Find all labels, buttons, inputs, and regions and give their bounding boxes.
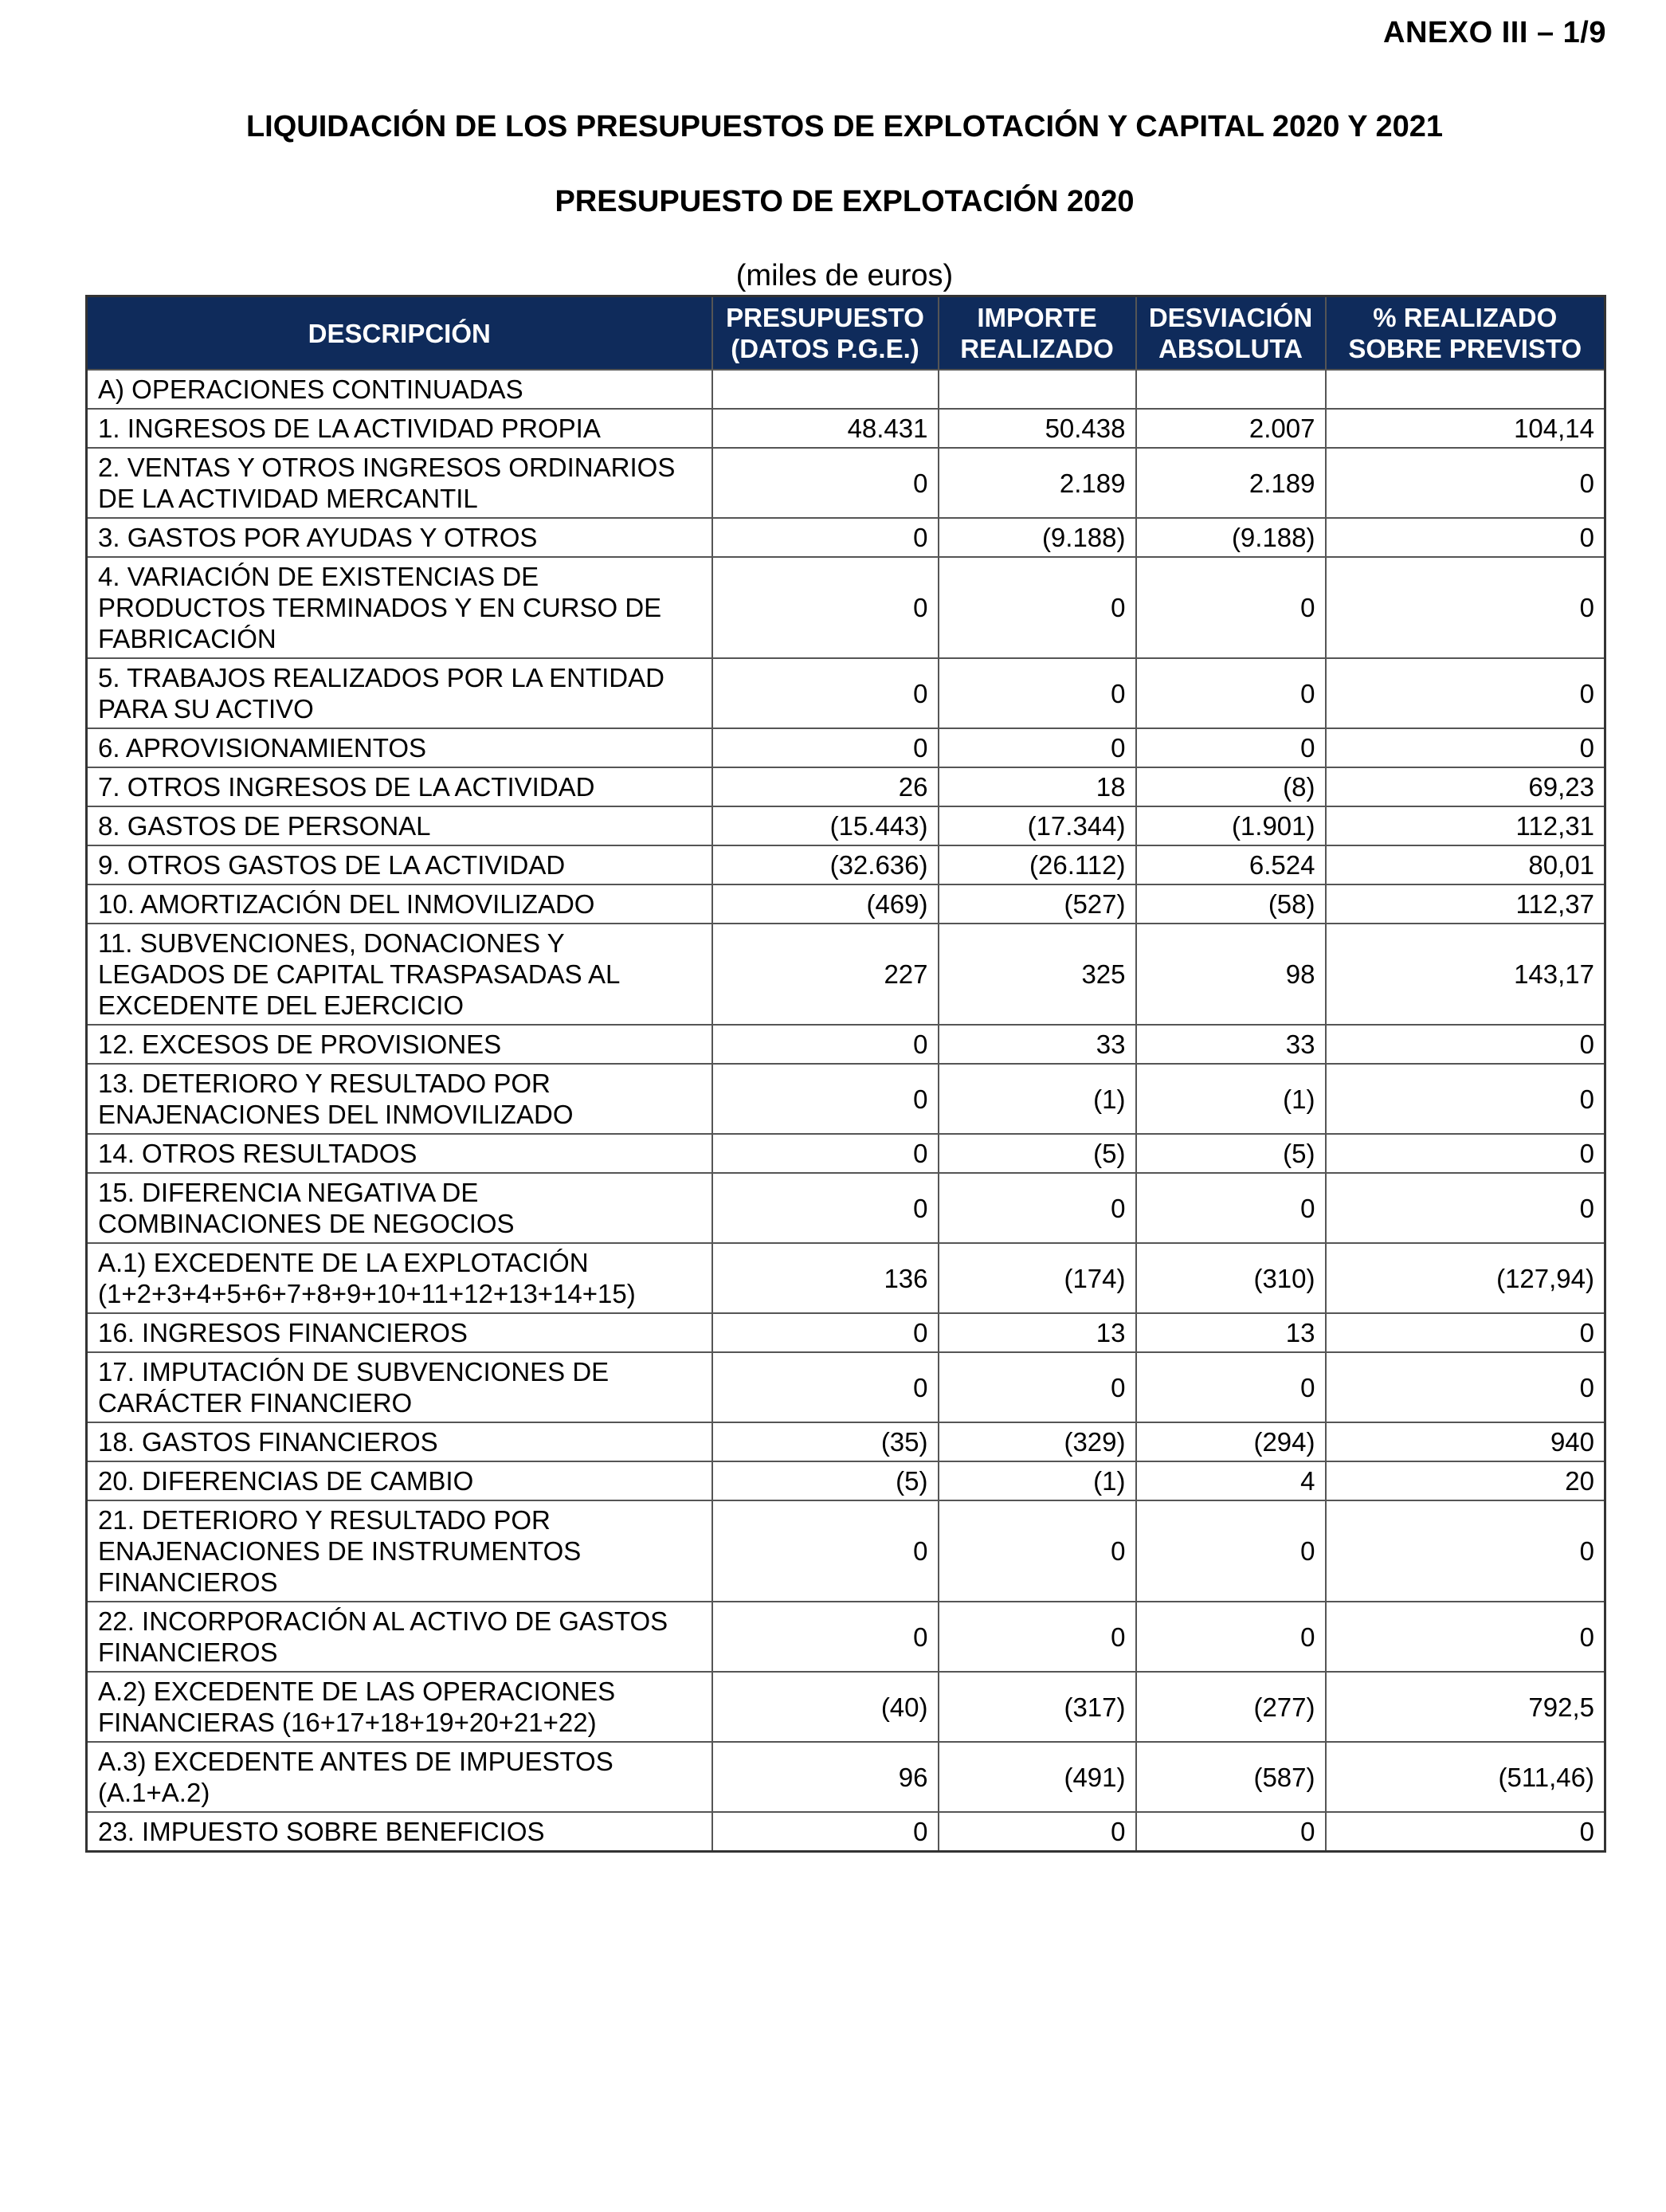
cell-descripcion (87, 1243, 712, 1313)
descripcion-line: 16. INGRESOS FINANCIEROS (98, 1318, 468, 1347)
cell-importe-realizado: 0 (939, 1500, 1136, 1602)
cell-importe-realizado: 18 (939, 767, 1136, 806)
column-header-importe-realizado (939, 296, 1136, 371)
cell-descripcion (87, 884, 712, 924)
cell-presupuesto: 0 (712, 448, 939, 518)
table-row (87, 1742, 1605, 1812)
cell-presupuesto: 0 (712, 1500, 939, 1602)
cell-desviacion: 0 (1136, 1602, 1326, 1672)
units-note: (miles de euros) (735, 259, 954, 292)
table-row (87, 1025, 1605, 1064)
descripcion-line: 15. DIFERENCIA NEGATIVA DE (98, 1178, 479, 1207)
table-row (87, 370, 1605, 409)
table-row (87, 409, 1605, 448)
descripcion-line: 9. OTROS GASTOS DE LA ACTIVIDAD (98, 850, 566, 880)
table-row (87, 1064, 1605, 1134)
table-row (87, 1672, 1605, 1742)
cell-desviacion: 0 (1136, 1173, 1326, 1243)
cell-desviacion: 13 (1136, 1313, 1326, 1352)
descripcion-line: A.3) EXCEDENTE ANTES DE IMPUESTOS (98, 1747, 613, 1776)
cell-descripcion (87, 370, 712, 409)
cell-presupuesto: 0 (712, 557, 939, 658)
cell-descripcion (87, 1500, 712, 1602)
cell-desviacion: (9.188) (1136, 518, 1326, 557)
cell-porcentaje: 104,14 (1326, 409, 1605, 448)
cell-desviacion (1136, 370, 1326, 409)
cell-porcentaje: (127,94) (1326, 1243, 1605, 1313)
cell-desviacion: 98 (1136, 924, 1326, 1025)
descripcion-line: 5. TRABAJOS REALIZADOS POR LA ENTIDAD (98, 663, 664, 692)
cell-desviacion: (58) (1136, 884, 1326, 924)
cell-desviacion: (1) (1136, 1064, 1326, 1134)
cell-descripcion (87, 1352, 712, 1422)
cell-importe-realizado: (26.112) (939, 845, 1136, 884)
cell-importe-realizado: (317) (939, 1672, 1136, 1742)
cell-descripcion (87, 924, 712, 1025)
cell-porcentaje: 0 (1326, 1313, 1605, 1352)
descripcion-line: 22. INCORPORACIÓN AL ACTIVO DE GASTOS (98, 1606, 668, 1636)
cell-descripcion (87, 1422, 712, 1461)
table-row (87, 1313, 1605, 1352)
cell-presupuesto: (32.636) (712, 845, 939, 884)
cell-descripcion (87, 1313, 712, 1352)
cell-porcentaje: 0 (1326, 1173, 1605, 1243)
cell-descripcion (87, 658, 712, 728)
cell-porcentaje: (511,46) (1326, 1742, 1605, 1812)
cell-desviacion: (587) (1136, 1742, 1326, 1812)
cell-importe-realizado: 33 (939, 1025, 1136, 1064)
cell-importe-realizado: (9.188) (939, 518, 1136, 557)
table-row (87, 448, 1605, 518)
document-subtitle: PRESUPUESTO DE EXPLOTACIÓN 2020 (555, 185, 1135, 218)
descripcion-line: PRODUCTOS TERMINADOS Y EN CURSO DE (98, 593, 662, 622)
cell-desviacion: 33 (1136, 1025, 1326, 1064)
descripcion-line: 3. GASTOS POR AYUDAS Y OTROS (98, 523, 538, 552)
cell-presupuesto: 0 (712, 1352, 939, 1422)
descripcion-line: LEGADOS DE CAPITAL TRASPASADAS AL (98, 959, 621, 989)
budget-table (85, 295, 1606, 1853)
cell-presupuesto: 0 (712, 1025, 939, 1064)
cell-importe-realizado: 0 (939, 1173, 1136, 1243)
table-row (87, 728, 1605, 767)
table-row (87, 1812, 1605, 1852)
cell-desviacion: (1.901) (1136, 806, 1326, 845)
descripcion-line: EXCEDENTE DEL EJERCICIO (98, 990, 465, 1020)
descripcion-line: 23. IMPUESTO SOBRE BENEFICIOS (98, 1817, 545, 1846)
cell-descripcion (87, 1064, 712, 1134)
cell-presupuesto: 0 (712, 1313, 939, 1352)
column-header-line: SOBRE PREVISTO (1348, 334, 1582, 363)
cell-porcentaje: 0 (1326, 1025, 1605, 1064)
cell-presupuesto: 0 (712, 658, 939, 728)
descripcion-line: A) OPERACIONES CONTINUADAS (98, 375, 523, 404)
cell-descripcion (87, 806, 712, 845)
descripcion-line: ENAJENACIONES DEL INMOVILIZADO (98, 1100, 574, 1129)
cell-descripcion (87, 767, 712, 806)
table-row (87, 658, 1605, 728)
cell-importe-realizado: 13 (939, 1313, 1136, 1352)
column-header-line: DESVIACIÓN (1148, 303, 1313, 332)
cell-importe-realizado: 2.189 (939, 448, 1136, 518)
descripcion-line: FINANCIEROS (98, 1567, 278, 1597)
descripcion-line: FINANCIEROS (98, 1637, 278, 1667)
cell-presupuesto: 96 (712, 1742, 939, 1812)
cell-descripcion (87, 1812, 712, 1852)
cell-presupuesto: 48.431 (712, 409, 939, 448)
cell-desviacion: (277) (1136, 1672, 1326, 1742)
table-row (87, 1134, 1605, 1173)
descripcion-line: ENAJENACIONES DE INSTRUMENTOS (98, 1536, 582, 1566)
table-row (87, 1602, 1605, 1672)
cell-presupuesto: 136 (712, 1243, 939, 1313)
table-row (87, 1243, 1605, 1313)
column-header-line: % REALIZADO (1373, 303, 1558, 332)
cell-porcentaje: 0 (1326, 557, 1605, 658)
column-header-line: REALIZADO (960, 334, 1114, 363)
column-header-line: (DATOS P.G.E.) (731, 334, 919, 363)
descripcion-line: (A.1+A.2) (98, 1778, 210, 1807)
cell-porcentaje: 0 (1326, 728, 1605, 767)
cell-importe-realizado: (1) (939, 1461, 1136, 1500)
cell-importe-realizado: (1) (939, 1064, 1136, 1134)
cell-importe-realizado: 0 (939, 1812, 1136, 1852)
column-header-desviacion (1136, 296, 1326, 371)
cell-importe-realizado: 0 (939, 728, 1136, 767)
column-header-line: IMPORTE (977, 303, 1097, 332)
column-header-presupuesto (712, 296, 939, 371)
cell-presupuesto: (35) (712, 1422, 939, 1461)
descripcion-line: 21. DETERIORO Y RESULTADO POR (98, 1505, 551, 1535)
cell-importe-realizado: (527) (939, 884, 1136, 924)
column-header-porcentaje (1326, 296, 1605, 371)
cell-desviacion: 0 (1136, 728, 1326, 767)
cell-importe-realizado (939, 370, 1136, 409)
table-row (87, 845, 1605, 884)
cell-porcentaje: 0 (1326, 448, 1605, 518)
cell-importe-realizado: 0 (939, 1352, 1136, 1422)
descripcion-line: (1+2+3+4+5+6+7+8+9+10+11+12+13+14+15) (98, 1279, 636, 1308)
cell-descripcion (87, 728, 712, 767)
cell-importe-realizado: 0 (939, 1602, 1136, 1672)
descripcion-line: 14. OTROS RESULTADOS (98, 1139, 417, 1168)
descripcion-line: 2. VENTAS Y OTROS INGRESOS ORDINARIOS (98, 453, 676, 482)
cell-presupuesto: 0 (712, 1173, 939, 1243)
cell-descripcion (87, 1672, 712, 1742)
table-row (87, 884, 1605, 924)
cell-presupuesto: 227 (712, 924, 939, 1025)
cell-porcentaje: 80,01 (1326, 845, 1605, 884)
descripcion-line: 13. DETERIORO Y RESULTADO POR (98, 1069, 551, 1098)
cell-presupuesto: 0 (712, 1812, 939, 1852)
cell-descripcion (87, 1134, 712, 1173)
column-header-line: PRESUPUESTO (726, 303, 924, 332)
cell-importe-realizado: 0 (939, 658, 1136, 728)
descripcion-line: CARÁCTER FINANCIERO (98, 1388, 413, 1418)
descripcion-line: 18. GASTOS FINANCIEROS (98, 1427, 438, 1457)
cell-descripcion (87, 1602, 712, 1672)
cell-porcentaje: 69,23 (1326, 767, 1605, 806)
cell-porcentaje: 0 (1326, 518, 1605, 557)
cell-desviacion: 6.524 (1136, 845, 1326, 884)
document-title: LIQUIDACIÓN DE LOS PRESUPUESTOS DE EXPLOTACIÓN Y CAPITAL 2020 Y 2021 (245, 110, 1444, 143)
cell-porcentaje: 0 (1326, 1812, 1605, 1852)
descripcion-line: FINANCIERAS (16+17+18+19+20+21+22) (98, 1708, 597, 1737)
descripcion-line: PARA SU ACTIVO (98, 694, 314, 724)
cell-importe-realizado: (5) (939, 1134, 1136, 1173)
cell-importe-realizado: 50.438 (939, 409, 1136, 448)
cell-descripcion (87, 448, 712, 518)
table-row (87, 1173, 1605, 1243)
cell-desviacion: 0 (1136, 1812, 1326, 1852)
cell-desviacion: 0 (1136, 557, 1326, 658)
cell-porcentaje: 0 (1326, 1064, 1605, 1134)
cell-porcentaje: 940 (1326, 1422, 1605, 1461)
descripcion-line: A.2) EXCEDENTE DE LAS OPERACIONES (98, 1677, 616, 1706)
cell-porcentaje: 0 (1326, 1602, 1605, 1672)
descripcion-line: 17. IMPUTACIÓN DE SUBVENCIONES DE (98, 1357, 610, 1386)
cell-desviacion: (310) (1136, 1243, 1326, 1313)
descripcion-line: 10. AMORTIZACIÓN DEL INMOVILIZADO (98, 889, 595, 919)
cell-porcentaje: 0 (1326, 1134, 1605, 1173)
descripcion-line: DE LA ACTIVIDAD MERCANTIL (98, 484, 478, 513)
descripcion-line: 12. EXCESOS DE PROVISIONES (98, 1030, 502, 1059)
table-row (87, 1461, 1605, 1500)
cell-importe-realizado: 0 (939, 557, 1136, 658)
table-row (87, 806, 1605, 845)
table-row (87, 518, 1605, 557)
cell-descripcion (87, 845, 712, 884)
cell-importe-realizado: 325 (939, 924, 1136, 1025)
descripcion-line: 7. OTROS INGRESOS DE LA ACTIVIDAD (98, 772, 595, 802)
descripcion-line: 4. VARIACIÓN DE EXISTENCIAS DE (98, 562, 539, 591)
column-header-line: DESCRIPCIÓN (308, 318, 491, 348)
column-header-descripcion (87, 296, 712, 371)
cell-presupuesto: 0 (712, 1134, 939, 1173)
cell-descripcion (87, 1173, 712, 1243)
cell-porcentaje: 0 (1326, 658, 1605, 728)
annex-label: ANEXO III – 1/9 (1383, 16, 1606, 49)
table-header-row (87, 296, 1605, 371)
cell-desviacion: 2.007 (1136, 409, 1326, 448)
cell-porcentaje: 112,37 (1326, 884, 1605, 924)
cell-importe-realizado: (174) (939, 1243, 1136, 1313)
cell-presupuesto: 26 (712, 767, 939, 806)
cell-presupuesto: 0 (712, 518, 939, 557)
cell-descripcion (87, 1025, 712, 1064)
descripcion-line: COMBINACIONES DE NEGOCIOS (98, 1209, 515, 1238)
cell-presupuesto: 0 (712, 1602, 939, 1672)
descripcion-line: 6. APROVISIONAMIENTOS (98, 733, 427, 763)
cell-porcentaje: 0 (1326, 1352, 1605, 1422)
cell-presupuesto: 0 (712, 1064, 939, 1134)
descripcion-line: A.1) EXCEDENTE DE LA EXPLOTACIÓN (98, 1248, 589, 1277)
column-header-line: ABSOLUTA (1158, 334, 1303, 363)
cell-porcentaje (1326, 370, 1605, 409)
cell-presupuesto: 0 (712, 728, 939, 767)
descripcion-line: 8. GASTOS DE PERSONAL (98, 811, 431, 841)
cell-presupuesto: (469) (712, 884, 939, 924)
descripcion-line: 1. INGRESOS DE LA ACTIVIDAD PROPIA (98, 414, 601, 443)
table-row (87, 924, 1605, 1025)
cell-desviacion: 2.189 (1136, 448, 1326, 518)
cell-porcentaje: 20 (1326, 1461, 1605, 1500)
cell-descripcion (87, 1742, 712, 1812)
cell-porcentaje: 792,5 (1326, 1672, 1605, 1742)
descripcion-line: 11. SUBVENCIONES, DONACIONES Y (98, 928, 565, 958)
table-row (87, 557, 1605, 658)
cell-presupuesto: (40) (712, 1672, 939, 1742)
cell-presupuesto: (5) (712, 1461, 939, 1500)
table-body (87, 370, 1605, 1852)
cell-descripcion (87, 1461, 712, 1500)
table-row (87, 1500, 1605, 1602)
cell-presupuesto: (15.443) (712, 806, 939, 845)
cell-desviacion: 0 (1136, 658, 1326, 728)
descripcion-line: FABRICACIÓN (98, 624, 276, 653)
cell-desviacion: (8) (1136, 767, 1326, 806)
cell-desviacion: 4 (1136, 1461, 1326, 1500)
cell-porcentaje: 0 (1326, 1500, 1605, 1602)
cell-importe-realizado: (329) (939, 1422, 1136, 1461)
table-row (87, 1422, 1605, 1461)
cell-desviacion: 0 (1136, 1352, 1326, 1422)
table-row (87, 1352, 1605, 1422)
cell-descripcion (87, 518, 712, 557)
cell-porcentaje: 143,17 (1326, 924, 1605, 1025)
cell-descripcion (87, 409, 712, 448)
cell-desviacion: (5) (1136, 1134, 1326, 1173)
cell-porcentaje: 112,31 (1326, 806, 1605, 845)
cell-descripcion (87, 557, 712, 658)
cell-desviacion: 0 (1136, 1500, 1326, 1602)
cell-presupuesto (712, 370, 939, 409)
cell-importe-realizado: (491) (939, 1742, 1136, 1812)
descripcion-line: 20. DIFERENCIAS DE CAMBIO (98, 1466, 474, 1496)
cell-importe-realizado: (17.344) (939, 806, 1136, 845)
table-row (87, 767, 1605, 806)
cell-desviacion: (294) (1136, 1422, 1326, 1461)
